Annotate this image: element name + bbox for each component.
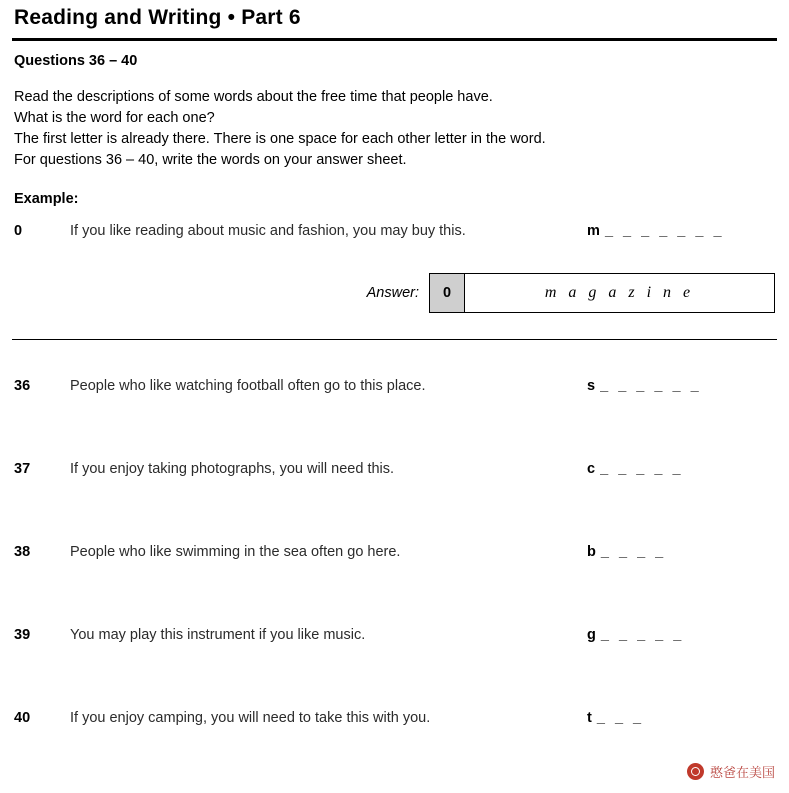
instruction-line-2: What is the word for each one? <box>14 110 215 126</box>
question-row <box>12 627 777 710</box>
prompt-letter: s <box>587 378 596 394</box>
question-answer-prompt <box>587 378 777 394</box>
prompt-dashes: _ _ _ _ _ _ <box>600 378 702 394</box>
question-text: If you enjoy camping, you will need to take this with you. <box>70 710 431 726</box>
example-question-number: 0 <box>14 223 23 239</box>
question-text: You may play this instrument if you like music. <box>70 627 366 643</box>
question-number: 36 <box>14 378 31 394</box>
question-row <box>12 710 777 793</box>
question-text: People who like swimming in the sea often go here. <box>70 544 401 560</box>
prompt-dashes: _ _ _ <box>596 710 645 726</box>
prompt-letter: g <box>587 627 597 643</box>
instruction-line-1: Read the descriptions of some words about the free time that people have. <box>14 89 493 105</box>
question-text: People who like watching football often go to this place. <box>70 378 426 394</box>
example-question-text: If you like reading about music and fashion, you may buy this. <box>70 223 466 239</box>
watermark <box>687 762 775 781</box>
question-number: 37 <box>14 461 31 477</box>
instructions-block <box>12 87 777 171</box>
watermark-text: 憨爸在美国 <box>709 766 775 781</box>
question-answer-prompt <box>587 627 777 643</box>
example-section-divider <box>12 339 777 340</box>
question-answer-prompt <box>587 461 777 477</box>
prompt-letter: t <box>587 710 593 726</box>
example-label: Example: <box>14 191 79 207</box>
answer-value-box <box>465 273 775 313</box>
example-answer-area <box>12 273 777 313</box>
question-row <box>12 461 777 544</box>
answer-value: m a g a z i n e <box>544 284 695 301</box>
prompt-letter: c <box>587 461 596 477</box>
title-divider <box>12 38 777 41</box>
questions-range-heading: Questions 36 – 40 <box>14 53 138 69</box>
prompt-dashes: _ _ _ _ <box>600 544 667 560</box>
answer-label: Answer: <box>366 285 419 301</box>
example-prompt-letter: m <box>587 223 601 239</box>
question-answer-prompt <box>587 544 777 560</box>
question-number: 38 <box>14 544 31 560</box>
prompt-letter: b <box>587 544 597 560</box>
question-answer-prompt <box>587 710 777 726</box>
instruction-line-3: The first letter is already there. There is one space for each other letter in the word. <box>14 131 546 147</box>
instruction-line-4: For questions 36 – 40, write the words on your answer sheet. <box>14 152 407 168</box>
questions-list <box>12 378 777 793</box>
example-question-row <box>12 223 777 239</box>
watermark-logo-icon <box>687 763 704 780</box>
example-answer-prompt <box>587 223 777 239</box>
question-text: If you enjoy taking photographs, you will need this. <box>70 461 395 477</box>
question-number: 40 <box>14 710 31 726</box>
question-row <box>12 378 777 461</box>
prompt-dashes: _ _ _ _ _ <box>600 461 684 477</box>
prompt-dashes: _ _ _ _ _ <box>600 627 685 643</box>
example-prompt-dashes: _ _ _ _ _ _ _ <box>604 223 725 239</box>
page-title: Reading and Writing • Part 6 <box>14 6 301 29</box>
answer-number-cell: 0 <box>429 273 465 313</box>
question-row <box>12 544 777 627</box>
question-number: 39 <box>14 627 31 643</box>
